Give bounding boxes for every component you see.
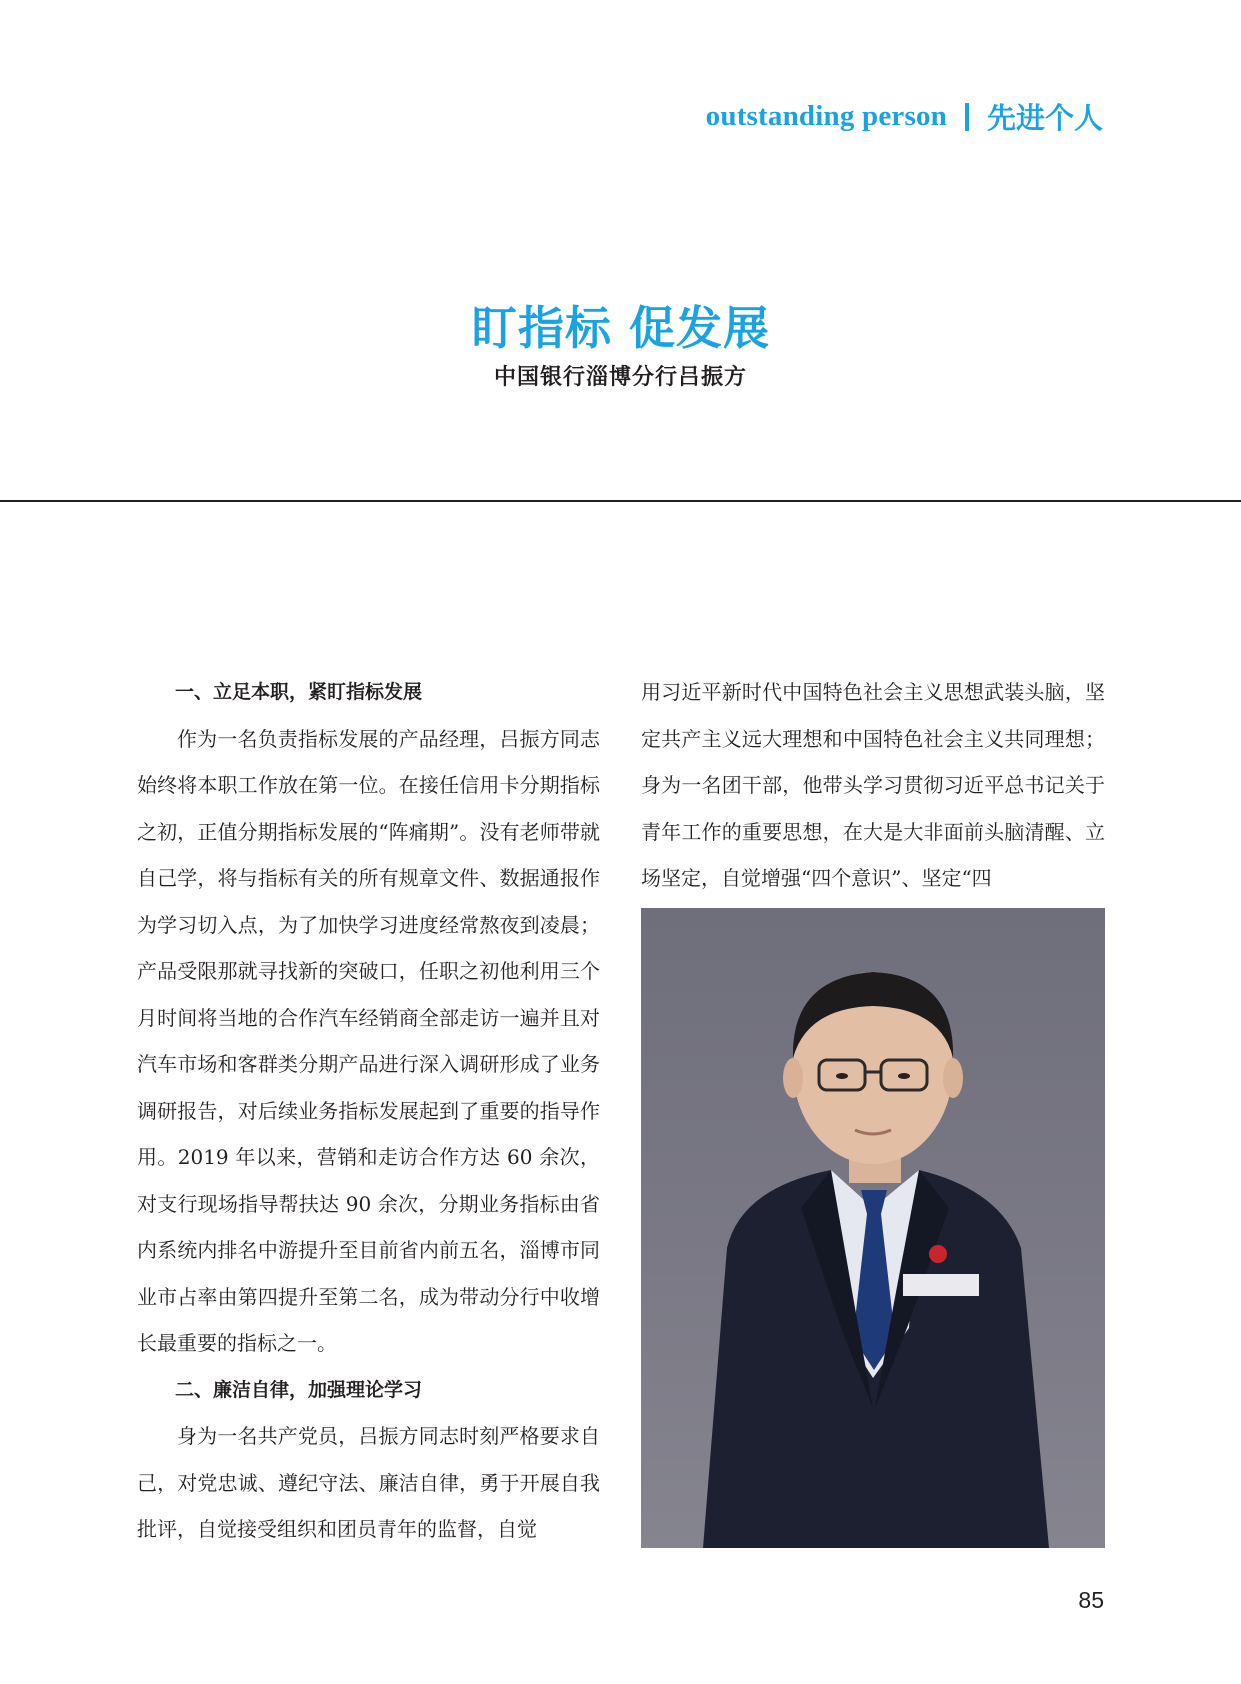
body-paragraph-continued: 用习近平新时代中国特色社会主义思想武装头脑，坚定共产主义远大理想和中国特色社会主义共同理想；身为一名团干部，他带头学习贯彻习近平总书记关于青年工作的重要思想，在大是大非面前头脑清醒、立场坚定，自觉增强“四个意识”、坚定“四 bbox=[641, 680, 1105, 890]
portrait-illustration bbox=[641, 908, 1105, 1548]
header-divider bbox=[965, 103, 969, 131]
section-heading-2: 二、廉洁自律，加强理论学习 bbox=[175, 1378, 423, 1401]
section-label-en: outstanding person bbox=[705, 100, 947, 132]
article-title: 盯指标 促发展 bbox=[470, 301, 770, 355]
body-paragraph-2: 身为一名共产党员，吕振方同志时刻严格要求自己，对党忠诚、遵纪守法、廉洁自律，勇于开展自我批评，自觉接受组织和团员青年的监督，自觉 bbox=[137, 1424, 600, 1541]
section-label-cn: 先进个人 bbox=[986, 101, 1103, 135]
page-number: 85 bbox=[1078, 1587, 1104, 1613]
portrait-photo bbox=[641, 908, 1105, 1548]
section-header bbox=[706, 96, 1103, 137]
horizontal-divider bbox=[0, 500, 1241, 502]
section-heading-1: 一、立足本职，紧盯指标发展 bbox=[175, 681, 423, 703]
right-column bbox=[641, 669, 1105, 902]
article-byline: 中国银行淄博分行吕振方 bbox=[493, 365, 747, 390]
body-paragraph-1: 作为一名负责指标发展的产品经理，吕振方同志始终将本职工作放在第一位。在接任信用卡分期指标之初，正值分期指标发展的“阵痛期”。没有老师带就自己学，将与指标有关的所有规章文件、数据通报作为学习切入点，为了加快学习进度经常熬夜到凌晨；产品受限那就寻找新的突破口，任职之初他利用三个月时间将当地的合作汽车经销商全部走访一遍并且对汽车市场和客群类分期产品进行深入调研形成了业务调研报告，对后续业务指标发展起到了重要的指导作用。2019 年以来，营销和走访合作方达 60 余次，对支行现场指导帮扶达 90 余次，分期业务指标由省内系统内排名中游提升至目前省内前五名，淄博市同业市占率由第四提升至第二名，成为带动分行中收增长最重要的指标之一。 bbox=[137, 726, 600, 1355]
left-column bbox=[137, 669, 600, 1553]
